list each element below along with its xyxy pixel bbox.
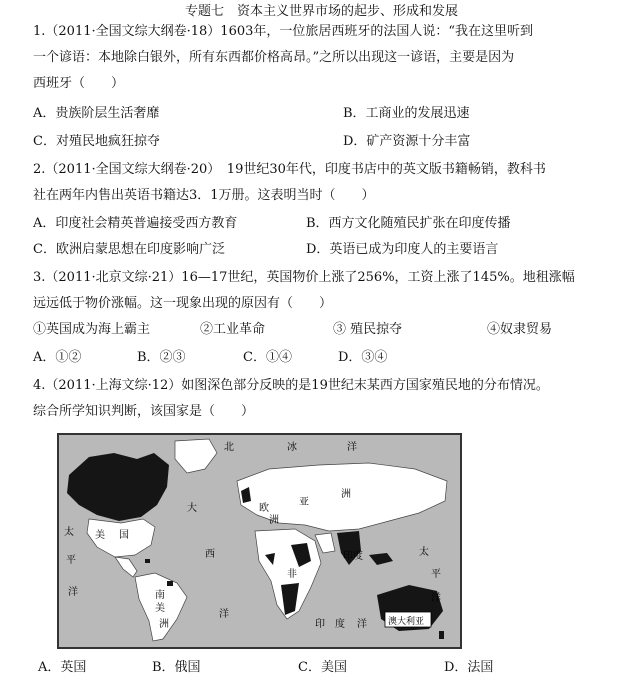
map-label-australia: 澳大利亚 — [388, 617, 425, 627]
q2-stem-line-1: 2.（2011·全国文综大纲卷·20） 19世纪30年代，印度书店中的英文版书籍畅销，教科书 — [33, 162, 546, 177]
q1-option-a[interactable]: A．贵族阶层生活奢靡 — [33, 106, 160, 121]
map-label-dxy-1: 大 — [187, 503, 197, 514]
map-label-fei: 非 — [287, 569, 297, 580]
q3-item-4: ④奴隶贸易 — [487, 322, 553, 337]
q1-option-d[interactable]: D．矿产资源十分丰富 — [343, 134, 471, 149]
q2-option-b[interactable]: B．西方文化随殖民扩张在印度传播 — [306, 216, 511, 231]
map-label-pacific-r1: 太 — [419, 547, 429, 558]
q1-stem-line-1: 1.（2011·全国文综大纲卷·18）1603年，一位旅居西班牙的法国人说：“我在这里听到 — [33, 24, 534, 39]
q3-stem-line-2: 远远低于物价涨幅。这一现象出现的原因有（ ） — [33, 296, 333, 311]
map-label-dxy-3: 洋 — [219, 609, 229, 620]
q3-option-a[interactable]: A．①② — [33, 350, 82, 365]
q3-option-d[interactable]: D．③④ — [338, 350, 388, 365]
map-label-nan: 南 — [155, 590, 165, 601]
map-label-yin: 印 — [315, 619, 325, 630]
map-label-dxy-2: 西 — [205, 549, 215, 560]
q2-stem-line-2: 社在两年内售出英语书籍达3．1万册。这表明当时（ ） — [33, 188, 375, 203]
map-label-zhou: 洲 — [269, 515, 279, 526]
map-label-america-r: 国 — [119, 530, 129, 541]
map-label-asia-2: 洲 — [341, 489, 351, 500]
q2-option-d[interactable]: D．英语已成为印度人的主要语言 — [306, 242, 499, 257]
map-label-america-l: 美 — [95, 530, 105, 541]
q4-option-d[interactable]: D．法国 — [444, 660, 494, 675]
q2-option-c[interactable]: C．欧洲启蒙思想在印度影响广泛 — [33, 242, 225, 257]
q3-stem-line-1: 3.（2011·北京文综·21）16—17世纪，英国物价上涨了256%，工资上涨了145%。地租涨幅 — [33, 270, 575, 285]
map-guiana — [167, 581, 173, 586]
map-label-ou: 欧 — [259, 503, 269, 514]
map-label-pacific-r3: 洋 — [431, 593, 441, 604]
map-label-ice: 冰 — [287, 442, 297, 453]
world-colonial-map — [57, 433, 462, 649]
map-label-ocean-top: 洋 — [347, 442, 357, 453]
q3-option-b[interactable]: B．②③ — [137, 350, 186, 365]
q1-option-c[interactable]: C．对殖民地疯狂掠夺 — [33, 134, 160, 149]
q4-option-a[interactable]: A．英国 — [38, 660, 87, 675]
map-label-north: 北 — [224, 442, 234, 453]
map-label-zhou-2: 洲 — [159, 619, 169, 630]
map-label-yang-2: 洋 — [357, 619, 367, 630]
map-svg — [59, 435, 460, 647]
map-label-ping: 平 — [66, 555, 76, 566]
map-label-pacific-r2: 平 — [431, 569, 441, 580]
q2-option-a[interactable]: A．印度社会精英普遍接受西方教育 — [33, 216, 238, 231]
map-label-asia-1: 亚 — [299, 497, 309, 508]
q4-option-c[interactable]: C．美国 — [298, 660, 347, 675]
map-caribbean-colony — [145, 559, 150, 563]
q4-stem-line-1: 4.（2011·上海文综·12）如图深色部分反映的是19世纪末某西方国家殖民地的分布情况。 — [33, 378, 549, 393]
map-new-zealand — [439, 631, 444, 639]
page-title: 专题七 资本主义世界市场的起步、形成和发展 — [185, 4, 459, 19]
q3-option-c[interactable]: C．①④ — [243, 350, 292, 365]
map-label-du: 度 — [335, 619, 345, 630]
q4-option-b[interactable]: B．俄国 — [152, 660, 201, 675]
q4-stem-line-2: 综合所学知识判断，该国家是（ ） — [33, 404, 255, 419]
q1-option-b[interactable]: B．工商业的发展迅速 — [343, 106, 470, 121]
q1-stem-line-3: 西班牙（ ） — [33, 76, 125, 91]
q3-item-1: ①英国成为海上霸主 — [33, 322, 151, 337]
q3-item-2: ②工业革命 — [200, 322, 266, 337]
map-label-yindu: 印度 — [343, 551, 363, 562]
q1-stem-line-2: 一个谚语：本地除白银外，所有东西都价格高昂。”之所以出现这一谚语，主要是因为 — [33, 50, 515, 65]
map-label-yang: 洋 — [68, 587, 78, 598]
q3-item-3: ③ 殖民掠夺 — [333, 322, 403, 337]
map-label-mei-2: 美 — [155, 603, 165, 614]
map-label-tai: 太 — [64, 527, 74, 538]
